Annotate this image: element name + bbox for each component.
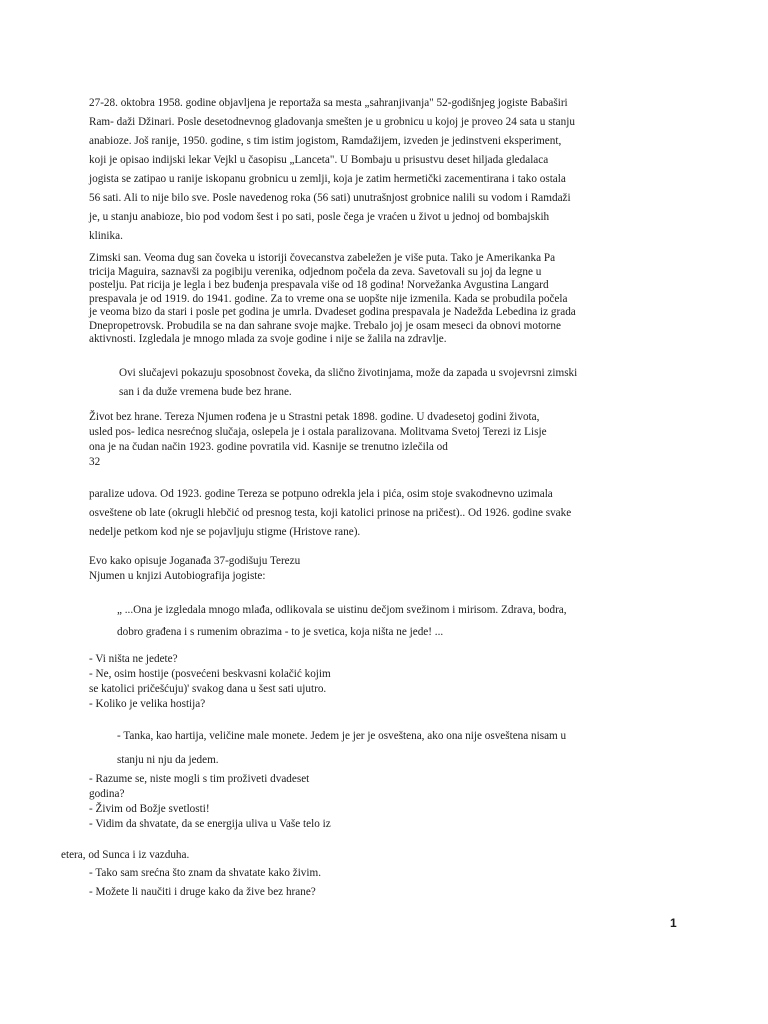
text-line: godina?: [89, 788, 125, 800]
text-line: 56 sati. Ali to nije bilo sve. Posle navedenog roka (56 sati) unutrašnjost grobnice nalili su vodom i Ramdaži: [89, 192, 571, 204]
page-number: 1: [670, 916, 677, 930]
dialogue-closing: [89, 864, 321, 902]
text-line: Ovi slučajevi pokazuju sposobnost čoveka, da slično životinjama, može da zapada u svojevrsni zimski: [119, 367, 578, 379]
text-line: san i da duže vremena bude bez hrane.: [119, 386, 292, 398]
text-line: koji je opisao indijski lekar Vejkl u časopisu „Lanceta". U Bombaju u prisustvu deset hiljada gledalaca: [89, 154, 549, 166]
text-line: je, u stanju anabioze, bio pod vodom šest i po sati, posle čega je vraćen u život u jednoj od bombajskih: [89, 211, 550, 223]
text-line: jogista se zatipao u ranije iskopanu grobnicu u zemlji, koja je zatim hermetički zacementirana i tako ostala: [89, 173, 566, 185]
text-line: etera, od Sunca i iz vazduha.: [61, 849, 190, 861]
paragraph-winter-sleep: [89, 252, 576, 347]
text-line: nedelje petkom kod nje se pojavljuju stigme (Hristove rane).: [89, 526, 361, 538]
text-line: - Tanka, kao hartija, veličine male monete. Jedem je jer je osveštena, ako ona nije osveštena nisam u: [117, 730, 567, 742]
text-line: aktivnosti. Izgledala je mnogo mlada za svoje godine i nije se žalila na zdravlje.: [89, 333, 447, 345]
text-line: - Tako sam srećna što znam da shvatate kako živim.: [89, 867, 322, 879]
text-line: Ram- daži Džinari. Posle desetodnevnog gladovanja smešten je u grobnicu u kojoj je proveo 24 sata u stanju: [89, 116, 575, 128]
text-line: dobro građena i s rumenim obrazima - to je svetica, koja ništa ne jede! ...: [117, 626, 444, 638]
text-line: - Vi ništa ne jedete?: [89, 653, 178, 665]
paragraph-ability: [89, 364, 577, 402]
text-line: Zimski san. Veoma dug san čoveka u istoriji čovecanstva zabeležen je više puta. Tako je Amerikanka Pa: [89, 252, 556, 264]
text-line: stanju ni nju da jedem.: [117, 754, 219, 766]
text-line: - Razume se, niste mogli s tim proživeti dvadeset: [89, 773, 310, 785]
text-line: anabioze. Još ranije, 1950. godine, s tim istim jogistom, Ramdažijem, izveden je jedinstveni eksperiment,: [89, 135, 562, 147]
text-line: ona je na čudan način 1923. godine povratila vid. Kasnije se trenutno izlečila od: [89, 441, 448, 453]
paragraph-life-without-food: [89, 410, 547, 470]
text-line: Njumen u knjizi Autobiografija jogiste:: [89, 570, 266, 582]
dialogue-divine-light: [89, 772, 331, 832]
text-line: - Ne, osim hostije (posvećeni beskvasni kolačić kojim: [89, 668, 331, 680]
paragraph-yogananda-intro: [89, 554, 300, 584]
text-line: 32: [89, 456, 101, 468]
text-line: paralize udova. Od 1923. godine Tereza se potpuno odrekla jela i pića, osim stoje svakodnevno uzimala: [89, 488, 553, 500]
text-line: Život bez hrane. Tereza Njumen rođena je u Strastni petak 1898. godine. U dvadesetoj godini života,: [89, 411, 540, 423]
text-line: tricija Maguira, saznavši za pogibiju verenika, odjednom počela da zeva. Savetovali su joj da legne u: [89, 265, 542, 278]
quote-description: [117, 599, 567, 643]
text-line: Evo kako opisuje Joganađa 37-godišuju Terezu: [89, 555, 301, 567]
text-line: postelju. Pat ricija je legla i bez buđenja prespavala više od 18 godina! Norvežanka Avgustina Langard: [89, 279, 549, 291]
text-line: Dnepropetrovsk. Probudila se na dan sahrane svoje majke. Trebalo joj je osam meseci da obnovi motorne: [89, 319, 561, 332]
text-line: - Možete li naučiti i druge kako da žive bez hrane?: [89, 886, 316, 898]
text-line: klinika.: [89, 230, 123, 242]
text-line: osveštene ob late (okrugli hlebčić od presnog testa, koji katolici prinose na pričest).. Od 1926. godine svake: [89, 507, 572, 519]
text-line: je veoma bizo da stari i posle pet godina je umrla. Dvadeset godina prespavala je Nadežda Lebedina iz grada: [89, 306, 576, 318]
dialogue-ether: [61, 847, 189, 864]
text-line: prespavala je od 1919. do 1941. godine. Za to vreme ona se uopšte nije izmenila. Kada se probudila počela: [89, 292, 568, 305]
text-line: usled pos- ledica nesrećnog slučaja, oslepela je i ostala paralizovana. Molitvama Svetoj Terezi iz Lisje: [89, 426, 547, 438]
text-line: - Živim od Božje svetlosti!: [89, 803, 210, 815]
text-line: „ ...Ona je izgledala mnogo mlađa, odlikovala se uistinu dečjom svežinom i mirisom. Zdrava, bodra,: [117, 604, 567, 616]
text-line: se katolici pričešćuju)' svakog dana u šest sati ujutro.: [89, 683, 327, 695]
dialogue-thin-paper: [117, 724, 566, 772]
paragraph-anabiosis: [89, 94, 575, 246]
paragraph-paralysis: [89, 485, 571, 542]
text-line: 27-28. oktobra 1958. godine objavljena je reportaža sa mesta „sahranjivanja" 52-godišnjeg jogiste Babaširi: [89, 97, 568, 109]
dialogue-hostia: [89, 652, 331, 712]
text-line: - Vidim da shvatate, da se energija uliva u Vaše telo iz: [89, 818, 331, 830]
text-line: - Koliko je velika hostija?: [89, 698, 206, 710]
